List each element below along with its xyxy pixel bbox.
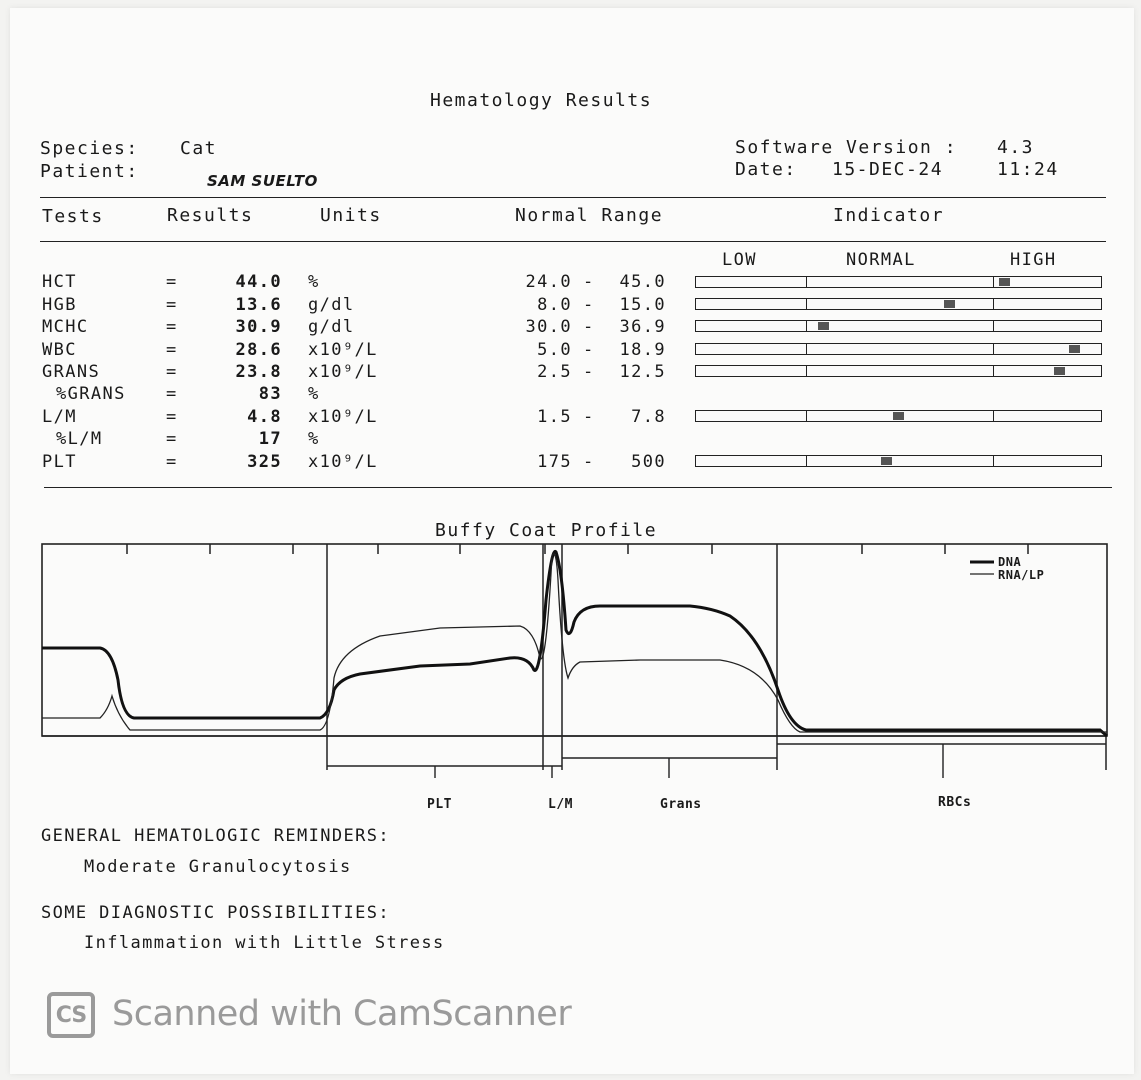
- indicator-marker: [999, 278, 1010, 286]
- indicator-high-label: HIGH: [1010, 250, 1057, 270]
- range-high: 15.0: [619, 295, 666, 315]
- result-value: 28.6: [235, 340, 282, 360]
- range-dash: -: [583, 317, 595, 337]
- graph-zone-brackets: [327, 744, 1106, 778]
- indicator-marker: [1054, 367, 1065, 375]
- indicator-divider: [806, 321, 807, 331]
- result-unit: x10⁹/L: [308, 362, 378, 382]
- result-unit: x10⁹/L: [308, 452, 378, 472]
- software-version-label: Software Version :: [735, 137, 958, 158]
- header-top-rule: [40, 197, 1106, 198]
- indicator-divider: [806, 344, 807, 354]
- range-high: 12.5: [619, 362, 666, 382]
- range-high: 7.8: [631, 407, 666, 427]
- test-name: WBC: [42, 340, 77, 360]
- diagnostics-heading: SOME DIAGNOSTIC POSSIBILITIES:: [41, 903, 391, 923]
- camscanner-watermark-text: Scanned with CamScanner: [112, 994, 572, 1034]
- indicator-low-label: LOW: [722, 250, 757, 270]
- graph-top-ticks: [127, 544, 1028, 554]
- indicator-divider: [993, 456, 994, 466]
- indicator-bar: [695, 410, 1102, 422]
- result-unit: g/dl: [308, 295, 355, 315]
- camscanner-logo: CS: [47, 992, 95, 1038]
- result-value: 4.8: [247, 407, 282, 427]
- result-unit: x10⁹/L: [308, 340, 378, 360]
- indicator-marker: [944, 300, 955, 308]
- indicator-divider: [806, 456, 807, 466]
- range-dash: -: [583, 407, 595, 427]
- diagnostics-text: Inflammation with Little Stress: [84, 933, 445, 953]
- test-name: HCT: [42, 272, 77, 292]
- indicator-bar: [695, 276, 1102, 288]
- indicator-marker: [818, 322, 829, 330]
- result-value: 325: [247, 452, 282, 472]
- equals-sign: =: [166, 452, 178, 472]
- indicator-bar: [695, 365, 1102, 377]
- col-indicator: Indicator: [833, 205, 945, 226]
- zone-label-rbcs: RBCs: [938, 795, 972, 810]
- buffy-coat-profile-graph: [0, 540, 1141, 780]
- legend-dna-label: DNA: [998, 555, 1022, 569]
- indicator-divider: [993, 411, 994, 421]
- indicator-bar: [695, 455, 1102, 467]
- zone-label-grans: Grans: [660, 797, 702, 812]
- indicator-bar: [695, 343, 1102, 355]
- indicator-divider: [993, 344, 994, 354]
- zone-label-plt: PLT: [427, 797, 452, 812]
- col-tests: Tests: [42, 206, 104, 227]
- col-units: Units: [320, 205, 382, 226]
- result-value: 30.9: [235, 317, 282, 337]
- range-dash: -: [583, 362, 595, 382]
- time-value: 11:24: [997, 159, 1059, 180]
- reminders-heading: GENERAL HEMATOLOGIC REMINDERS:: [41, 826, 391, 846]
- result-value: 23.8: [235, 362, 282, 382]
- software-version-value: 4.3: [997, 137, 1035, 158]
- indicator-divider: [806, 299, 807, 309]
- equals-sign: =: [166, 340, 178, 360]
- test-name: %L/M: [56, 429, 103, 449]
- test-name: HGB: [42, 295, 77, 315]
- result-value: 13.6: [235, 295, 282, 315]
- indicator-bar: [695, 320, 1102, 332]
- indicator-divider: [993, 366, 994, 376]
- test-name: MCHC: [42, 317, 89, 337]
- equals-sign: =: [166, 384, 178, 404]
- test-name: L/M: [42, 407, 77, 427]
- range-dash: -: [583, 452, 595, 472]
- patient-label: Patient:: [40, 161, 139, 182]
- col-normal-range: Normal Range: [515, 205, 664, 226]
- range-dash: -: [583, 272, 595, 292]
- species-label: Species:: [40, 138, 139, 159]
- species-value: Cat: [180, 138, 218, 159]
- range-dash: -: [583, 295, 595, 315]
- indicator-divider: [806, 366, 807, 376]
- equals-sign: =: [166, 362, 178, 382]
- range-low: 8.0: [537, 295, 572, 315]
- test-name: PLT: [42, 452, 77, 472]
- result-unit: x10⁹/L: [308, 407, 378, 427]
- equals-sign: =: [166, 272, 178, 292]
- result-value: 17: [258, 429, 282, 449]
- equals-sign: =: [166, 407, 178, 427]
- range-low: 1.5: [537, 407, 572, 427]
- equals-sign: =: [166, 429, 178, 449]
- indicator-normal-label: NORMAL: [846, 250, 916, 270]
- range-low: 5.0: [537, 340, 572, 360]
- result-value: 83: [258, 384, 282, 404]
- indicator-marker: [1069, 345, 1080, 353]
- indicator-divider: [993, 277, 994, 287]
- dna-curve: [42, 551, 1107, 736]
- reminders-text: Moderate Granulocytosis: [84, 857, 352, 877]
- header-bottom-rule: [40, 241, 1106, 242]
- result-unit: %: [308, 429, 320, 449]
- result-value: 44.0: [235, 272, 282, 292]
- results-bottom-rule: [44, 487, 1112, 488]
- date-value: 15-DEC-24: [832, 159, 944, 180]
- range-low: 2.5: [537, 362, 572, 382]
- graph-frame: [42, 544, 1107, 736]
- report-title: Hematology Results: [430, 90, 653, 111]
- zone-label-lm: L/M: [548, 797, 573, 812]
- range-high: 45.0: [619, 272, 666, 292]
- legend-rna-label: RNA/LP: [998, 568, 1045, 582]
- date-label: Date:: [735, 159, 797, 180]
- indicator-divider: [993, 321, 994, 331]
- test-name: %GRANS: [56, 384, 126, 404]
- range-low: 30.0: [525, 317, 572, 337]
- range-dash: -: [583, 340, 595, 360]
- equals-sign: =: [166, 317, 178, 337]
- patient-name-handwritten: SAM SUELTO: [207, 172, 318, 190]
- range-high: 500: [631, 452, 666, 472]
- range-low: 24.0: [525, 272, 572, 292]
- test-name: GRANS: [42, 362, 101, 382]
- range-low: 175: [537, 452, 572, 472]
- col-results: Results: [167, 205, 254, 226]
- indicator-divider: [993, 299, 994, 309]
- profile-title: Buffy Coat Profile: [435, 520, 658, 541]
- range-high: 36.9: [619, 317, 666, 337]
- result-unit: g/dl: [308, 317, 355, 337]
- equals-sign: =: [166, 295, 178, 315]
- indicator-marker: [881, 457, 892, 465]
- result-unit: %: [308, 384, 320, 404]
- range-high: 18.9: [619, 340, 666, 360]
- indicator-divider: [806, 411, 807, 421]
- indicator-bar: [695, 298, 1102, 310]
- result-unit: %: [308, 272, 320, 292]
- rna-lp-curve: [42, 554, 1107, 732]
- indicator-divider: [806, 277, 807, 287]
- indicator-marker: [893, 412, 904, 420]
